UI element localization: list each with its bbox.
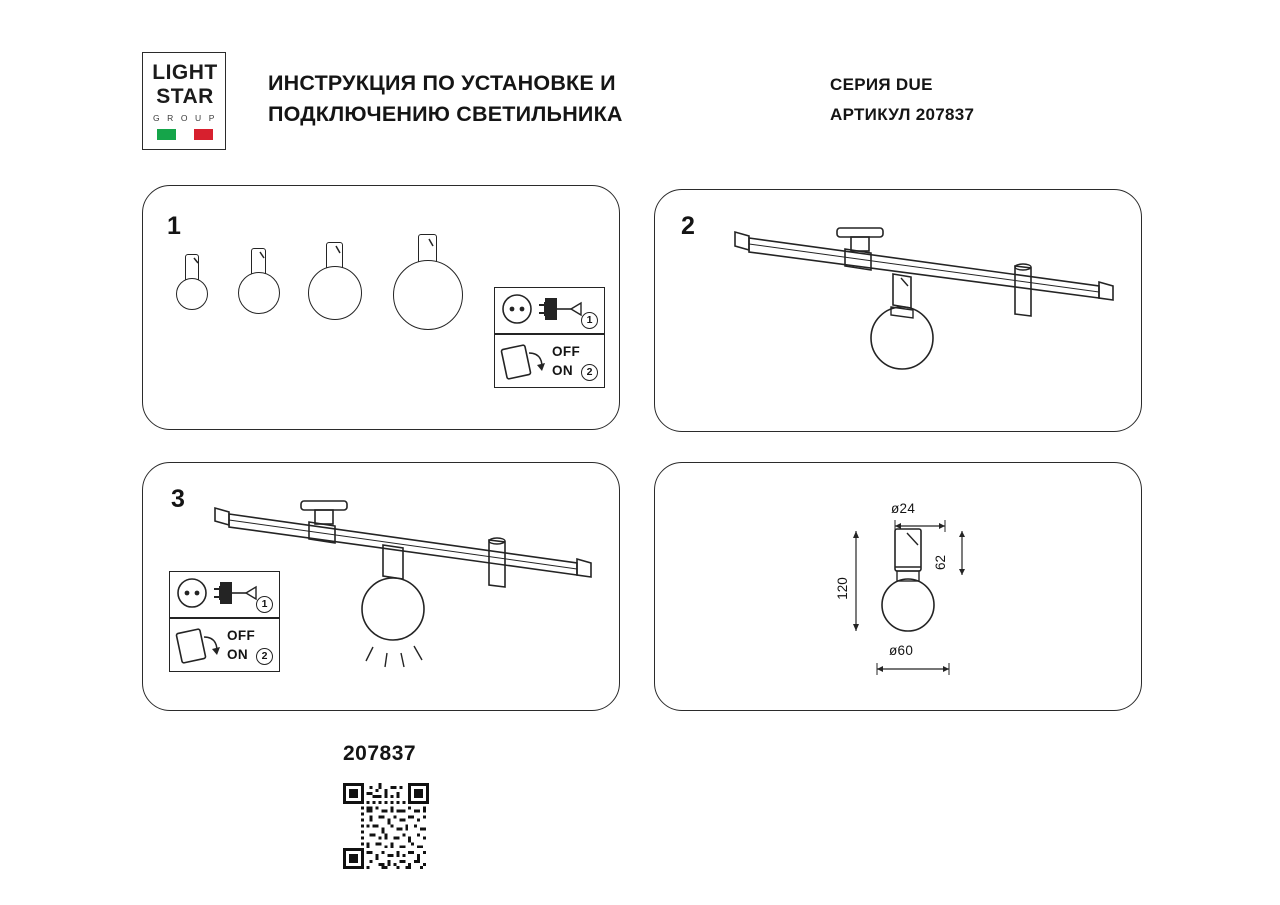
socket-plug-inset: [494, 287, 605, 334]
switch-step-badge-3: 2: [256, 648, 273, 665]
dimension-panel: [654, 462, 1142, 711]
holder-detail-3: [326, 242, 345, 276]
dim-top-diameter-arrow: [887, 520, 953, 532]
switch-inset-3: [169, 618, 280, 672]
article-line: АРТИКУЛ 207837: [830, 105, 975, 125]
holder-detail-1: [185, 254, 201, 284]
step-number-1: 1: [167, 212, 181, 240]
lamp-dimension-drawing: [873, 523, 963, 643]
dim-bulb-diameter-arrow: [871, 663, 957, 675]
series-line: СЕРИЯ DUE: [830, 75, 933, 94]
socket-step-badge: 1: [581, 312, 598, 329]
step-panel-3: [142, 462, 620, 711]
dim-holder-height-arrow: [955, 525, 969, 583]
step-number-2: 2: [681, 212, 695, 240]
qr-code-image: [343, 783, 429, 869]
socket-plug-inset-3: [169, 571, 280, 618]
holder-detail-2: [251, 248, 268, 280]
dim-holder-height-label: 62: [933, 554, 949, 571]
brand-logo: [142, 52, 226, 150]
brand-line-star: STAR: [156, 85, 214, 108]
switch-off-label: OFF: [552, 344, 581, 359]
switch-step-badge: 2: [581, 364, 598, 381]
holder-detail-4: [418, 234, 439, 272]
dim-bulb-diameter-label: ø60: [889, 643, 914, 658]
step-panel-2: [654, 189, 1142, 432]
switch-inset: [494, 334, 605, 388]
switch-icon: [495, 335, 555, 387]
switch-on-label: ON: [552, 363, 574, 378]
step-number-3: 3: [171, 485, 185, 513]
dim-total-height-label: 120: [834, 577, 850, 600]
dim-total-height-arrow: [849, 525, 863, 637]
step-panel-1: [142, 185, 620, 430]
switch-icon-3: [170, 619, 230, 671]
qr-code: [343, 783, 429, 869]
track-assembly-diagram-2: [715, 208, 1135, 408]
footer-article-code: 207837: [343, 742, 417, 765]
socket-step-badge-3: 1: [256, 596, 273, 613]
dim-top-diameter-label: ø24: [891, 501, 916, 516]
brand-line-light: LIGHT: [152, 61, 218, 84]
switch-off-label-3: OFF: [227, 628, 256, 643]
series-article-title: [830, 70, 1150, 131]
brand-line-group: G R O U P: [152, 113, 218, 123]
page-title: ИНСТРУКЦИЯ ПО УСТАНОВКЕ И ПОДКЛЮЧЕНИЮ СВЕТИЛЬНИКА: [268, 71, 623, 126]
switch-on-label-3: ON: [227, 647, 249, 662]
italian-flag-icon: [157, 129, 213, 140]
